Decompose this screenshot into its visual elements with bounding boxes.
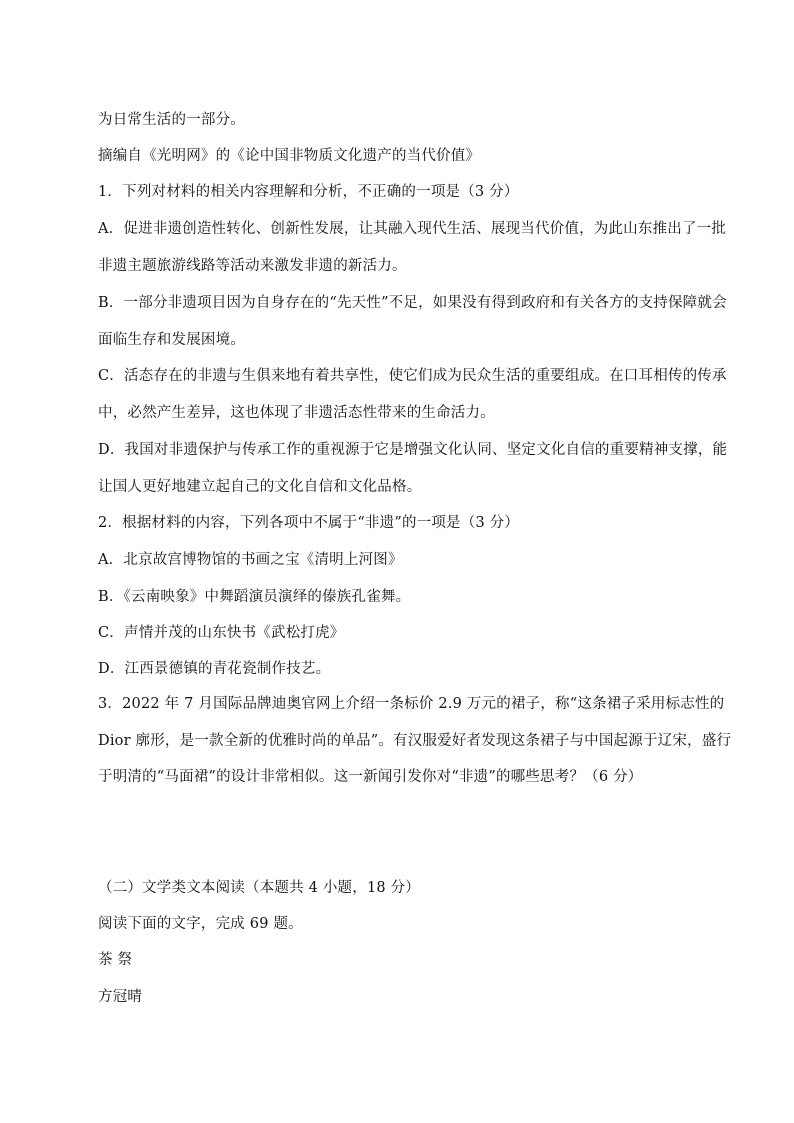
option-1c-line-2: 中，必然产生差异，这也体现了非遗活态性带来的生命活力。: [98, 405, 495, 421]
question-3-line-3: 于明清的“马面裙”的设计非常相似。这一新闻引发你对“非遗”的哪些思考？（6 分）: [98, 769, 643, 785]
question-3-line-2: Dior 廓形，是一款全新的优雅时尚的单品”。有汉服爱好者发现这条裙子与中国起源于辽宋，盛行: [98, 733, 732, 749]
option-2a: A．北京故宫博物馆的书画之宝《清明上河图》: [98, 552, 403, 568]
question-3-line-1: 3．2022 年 7 月国际品牌迪奥官网上介绍一条标价 2.9 万元的裙子，称“这条裙子采用标志性的: [98, 696, 725, 712]
option-1b-line-2: 面临生存和发展困境。: [98, 332, 245, 348]
passage-title: 茶 祭: [98, 952, 133, 968]
reading-instruction: 阅读下面的文字，完成 69 题。: [98, 916, 303, 932]
option-2b: B．《云南映象》中舞蹈演员演绎的傣族孔雀舞。: [98, 589, 411, 605]
section-heading: （二）文学类文本阅读（本题共 4 小题，18 分）: [98, 880, 421, 896]
option-1d-line-1: D．我国对非遗保护与传承工作的重视源于它是增强文化认同、坚定文化自信的重要精神支撑，能: [98, 442, 728, 458]
option-2c: C．声情并茂的山东快书《武松打虎》: [98, 625, 345, 641]
question-1: 1．下列对材料的相关内容理解和分析，不正确的一项是（3 分）: [98, 184, 519, 200]
text-line: 为日常生活的一部分。: [98, 112, 245, 128]
question-2: 2．根据材料的内容，下列各项中不属于“非遗”的一项是（3 分）: [98, 515, 520, 531]
passage-author: 方冠晴: [98, 989, 143, 1005]
option-2d: D．江西景德镇的青花瓷制作技艺。: [98, 661, 331, 677]
option-1a-line-1: A．促进非遗创造性转化、创新性发展，让其融入现代生活、展现当代价值，为此山东推出了一批: [98, 221, 727, 237]
option-1d-line-2: 让国人更好地建立起自己的文化自信和文化品格。: [98, 479, 422, 495]
option-1b-line-1: B．一部分非遗项目因为自身存在的“先天性”不足，如果没有得到政府和有关各方的支持保障就会: [98, 295, 727, 311]
source-citation: 摘编自《光明网》的《论中国非物质文化遗产的当代价值》: [98, 148, 481, 164]
option-1c-line-1: C．活态存在的非遗与生俱来地有着共享性，使它们成为民众生活的重要组成。在口耳相传的传承: [98, 368, 727, 384]
option-1a-line-2: 非遗主题旅游线路等活动来激发非遗的新活力。: [98, 258, 407, 274]
